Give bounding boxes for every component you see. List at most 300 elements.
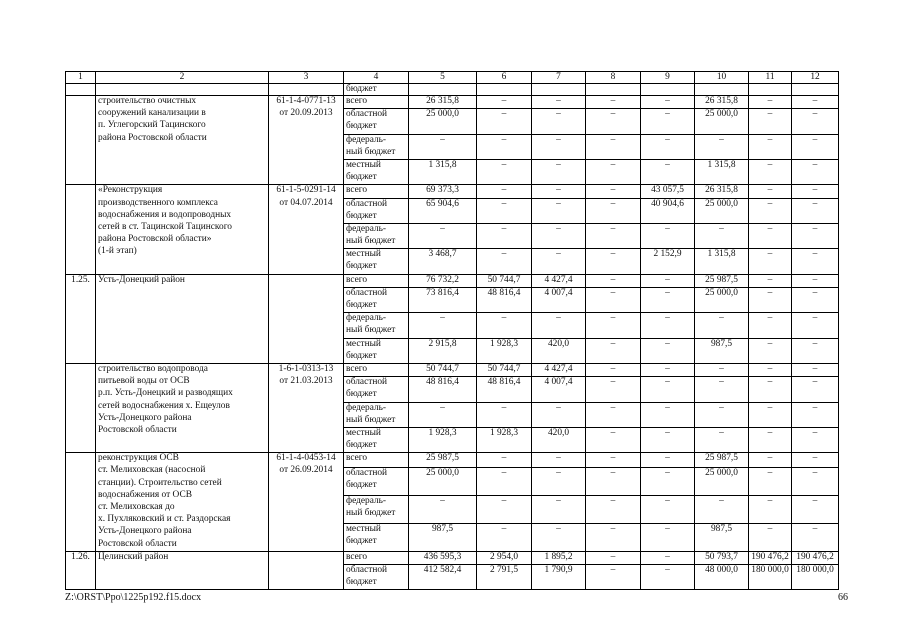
value-text: – <box>610 427 616 438</box>
value-cell <box>532 287 586 312</box>
object-name-cell <box>96 185 269 274</box>
value-text: 40 904,6 <box>651 198 684 209</box>
budget-type-cell <box>344 109 409 134</box>
value-cell <box>586 427 641 452</box>
value-text: – <box>812 274 818 285</box>
value-text: 50 744,7 <box>426 363 459 374</box>
value-text: – <box>610 249 616 260</box>
object-name-line: Ростовской области <box>98 538 177 549</box>
value-cell <box>532 551 586 564</box>
budget-type-line: бюджет <box>346 535 377 546</box>
value-cell <box>409 159 477 184</box>
header-cell: 8 <box>586 72 641 84</box>
value-cell <box>409 402 477 427</box>
value-text: – <box>610 523 616 534</box>
object-name-line: реконструкция ОСВ <box>98 453 179 464</box>
budget-type-cell <box>344 338 409 363</box>
object-name-line: водоснабжения и водопроводных <box>98 209 232 220</box>
row-number-cell <box>66 96 96 185</box>
value-cell <box>749 495 792 523</box>
value-text: – <box>665 313 670 324</box>
budget-type-line: областной <box>346 198 388 209</box>
value-text: – <box>812 363 818 374</box>
value-cell <box>477 223 532 248</box>
value-cell <box>695 185 749 198</box>
object-name-line: района Ростовской области <box>98 132 207 143</box>
value-cell <box>532 564 586 589</box>
table-header-row <box>66 72 839 84</box>
value-cell <box>586 134 641 159</box>
value-cell <box>409 338 477 363</box>
value-text: 48 816,4 <box>487 377 521 388</box>
value-text: 3 468,7 <box>428 249 457 260</box>
budget-type-cell <box>344 198 409 223</box>
value-text: 50 793,7 <box>705 551 738 562</box>
value-cell <box>409 523 477 551</box>
object-name-cell <box>96 453 269 552</box>
value-text: – <box>665 287 670 298</box>
budget-type-line: всего <box>346 363 368 374</box>
value-cell <box>477 402 532 427</box>
budget-type-cell <box>344 185 409 198</box>
value-cell <box>641 223 695 248</box>
value-cell <box>749 159 792 184</box>
value-cell <box>695 274 749 287</box>
value-cell <box>695 249 749 274</box>
value-text: – <box>719 363 724 374</box>
value-text: 436 595,3 <box>423 551 462 562</box>
budget-type-line: областной <box>346 467 388 478</box>
page-number: 66 <box>838 592 848 603</box>
value-cell <box>695 467 749 495</box>
value-text: 50 744,7 <box>487 274 521 285</box>
value-text: – <box>767 523 773 534</box>
value-cell <box>586 377 641 402</box>
value-cell <box>532 523 586 551</box>
value-text: 25 000,0 <box>426 467 459 478</box>
value-text: – <box>812 402 818 413</box>
value-text: – <box>767 185 773 196</box>
value-text: – <box>767 274 773 285</box>
value-text: 43 057,5 <box>651 185 684 196</box>
value-text: – <box>767 159 773 170</box>
budget-type-line: областной <box>346 377 388 388</box>
value-text: 48 816,4 <box>487 287 521 298</box>
budget-type-line: местный <box>346 338 381 349</box>
value-text: 1 790,9 <box>544 564 573 575</box>
budget-type-cell <box>344 287 409 312</box>
document-ref-line: 61-1-4-0453-14 <box>276 453 336 464</box>
continuation-row <box>66 84 839 96</box>
value-cell <box>477 198 532 223</box>
value-cell <box>586 495 641 523</box>
value-cell <box>749 96 792 109</box>
value-text: – <box>719 134 724 145</box>
budget-type-cell <box>344 467 409 495</box>
value-text: – <box>665 338 670 349</box>
value-cell <box>695 287 749 312</box>
value-cell <box>477 338 532 363</box>
value-cell <box>641 523 695 551</box>
value-cell <box>749 467 792 495</box>
value-text: – <box>812 185 818 196</box>
value-cell <box>586 185 641 198</box>
value-text: – <box>767 427 773 438</box>
header-cell: 2 <box>96 72 269 84</box>
value-cell <box>749 134 792 159</box>
value-cell <box>641 402 695 427</box>
value-cell <box>792 198 839 223</box>
value-text: – <box>610 338 616 349</box>
value-cell <box>532 495 586 523</box>
value-text: – <box>501 109 507 120</box>
object-name-line: Усть-Донецкого района <box>98 526 192 537</box>
value-text: 2 915,8 <box>428 338 457 349</box>
value-cell <box>409 551 477 564</box>
value-text: – <box>501 249 507 260</box>
value-cell <box>409 134 477 159</box>
value-text: 420,0 <box>547 338 570 349</box>
value-cell <box>477 377 532 402</box>
budget-type-cell <box>344 134 409 159</box>
value-text: – <box>556 402 561 413</box>
value-cell <box>409 287 477 312</box>
value-text: – <box>610 159 616 170</box>
value-cell <box>792 287 839 312</box>
value-cell <box>792 134 839 159</box>
value-cell <box>695 338 749 363</box>
value-cell <box>641 551 695 564</box>
value-cell <box>586 551 641 564</box>
document-ref-line: 61-1-5-0291-14 <box>276 185 336 196</box>
value-cell <box>695 134 749 159</box>
budget-type-line: бюджет <box>346 440 377 451</box>
value-text: – <box>610 453 616 464</box>
value-cell <box>477 467 532 495</box>
value-text: – <box>767 96 773 106</box>
value-cell <box>477 249 532 274</box>
value-text: – <box>719 427 724 438</box>
value-cell <box>641 249 695 274</box>
value-cell <box>695 564 749 589</box>
budget-type-line: местный <box>346 159 381 170</box>
budget-type-cell: бюджет <box>344 84 409 96</box>
value-cell <box>409 249 477 274</box>
value-cell <box>409 467 477 495</box>
budget-type-line: областной <box>346 564 388 575</box>
object-name-line: Ростовской области <box>98 424 177 435</box>
value-text: – <box>767 495 773 506</box>
budget-type-line: ный бюджет <box>346 325 396 336</box>
value-text: – <box>767 287 773 298</box>
budget-type-line: федераль- <box>346 134 387 145</box>
value-text: – <box>719 223 724 234</box>
value-cell <box>586 159 641 184</box>
budget-type-cell <box>344 313 409 338</box>
budget-type-line: всего <box>346 274 368 285</box>
value-cell <box>477 453 532 468</box>
value-cell <box>695 223 749 248</box>
value-cell <box>477 564 532 589</box>
value-text: – <box>556 223 561 234</box>
document-ref-cell <box>269 274 344 363</box>
value-cell <box>695 427 749 452</box>
value-text: 1 928,3 <box>489 338 519 349</box>
value-cell <box>641 427 695 452</box>
value-text: – <box>812 467 818 478</box>
header-cell: 4 <box>344 72 409 84</box>
value-text: 412 582,4 <box>423 564 462 575</box>
value-cell <box>477 495 532 523</box>
document-ref-line: от 04.07.2014 <box>279 197 333 208</box>
row-number: 1.25. <box>71 274 90 285</box>
value-text: 25 000,0 <box>705 287 738 298</box>
value-text: – <box>610 198 616 209</box>
budget-type-line: бюджет <box>346 300 377 310</box>
value-text: – <box>767 134 773 145</box>
value-text: – <box>665 551 670 562</box>
budget-type-cell <box>344 427 409 452</box>
value-text: – <box>665 134 670 145</box>
value-cell <box>409 185 477 198</box>
header-cell: 11 <box>749 72 792 84</box>
value-cell <box>695 402 749 427</box>
value-text: – <box>665 274 670 285</box>
value-text: 25 000,0 <box>705 467 738 478</box>
value-text: – <box>556 313 561 324</box>
value-cell <box>792 363 839 376</box>
value-cell <box>532 467 586 495</box>
object-name-line: водоснабжения от ОСВ <box>98 489 192 500</box>
value-cell <box>792 223 839 248</box>
value-text: – <box>812 495 818 506</box>
document-ref-line: от 26.09.2014 <box>279 465 333 476</box>
value-text: – <box>556 453 561 464</box>
budget-type-line: федераль- <box>346 313 387 324</box>
value-text: 26 315,8 <box>426 96 459 106</box>
value-cell <box>477 159 532 184</box>
value-text: 4 007,4 <box>544 287 573 298</box>
file-path: Z:\ORST\Ppo\1225p192.f15.docx <box>65 592 202 603</box>
value-cell <box>695 523 749 551</box>
value-cell <box>695 313 749 338</box>
value-cell <box>477 274 532 287</box>
value-cell <box>409 564 477 589</box>
budget-type-line: ный бюджет <box>346 507 396 518</box>
budget-type-cell <box>344 274 409 287</box>
object-name-line: сооружений канализации в <box>98 108 206 119</box>
budget-type-cell <box>344 551 409 564</box>
value-text: 26 315,8 <box>705 185 738 196</box>
value-cell <box>749 377 792 402</box>
value-cell <box>749 402 792 427</box>
value-text: – <box>719 402 724 413</box>
value-text: – <box>610 495 616 506</box>
value-text: 2 791,5 <box>489 564 519 575</box>
value-cell <box>477 185 532 198</box>
value-text: – <box>665 109 670 120</box>
budget-type-cell <box>344 96 409 109</box>
value-cell <box>641 287 695 312</box>
value-cell <box>586 287 641 312</box>
budget-type-line: бюджет <box>346 172 377 183</box>
value-cell <box>792 249 839 274</box>
value-text: 4 427,4 <box>544 274 573 285</box>
table-row <box>66 363 839 376</box>
value-text: 25 000,0 <box>705 109 738 120</box>
header-cell: 6 <box>477 72 532 84</box>
value-cell <box>641 134 695 159</box>
value-text: – <box>812 96 818 106</box>
value-cell <box>532 274 586 287</box>
value-text: 1 928,3 <box>428 427 457 438</box>
value-cell <box>641 467 695 495</box>
budget-type-line: бюджет <box>346 210 377 221</box>
value-cell <box>695 109 749 134</box>
value-cell <box>641 274 695 287</box>
value-cell <box>749 274 792 287</box>
object-name-cell <box>96 551 269 590</box>
value-text: – <box>440 402 445 413</box>
value-text: – <box>556 109 561 120</box>
budget-type-cell <box>344 159 409 184</box>
value-cell <box>749 185 792 198</box>
value-text: – <box>665 377 670 388</box>
budget-type-line: всего <box>346 453 368 464</box>
value-text: – <box>556 249 561 260</box>
value-text: – <box>501 159 507 170</box>
budget-type-line: бюджет <box>346 350 377 361</box>
value-text: – <box>610 402 616 413</box>
value-text: – <box>440 495 445 506</box>
value-text: – <box>665 495 670 506</box>
budget-type-line: областной <box>346 287 388 298</box>
object-name-line: (1-й этап) <box>98 246 137 257</box>
value-text: 2 954,0 <box>489 551 519 562</box>
value-cell <box>749 453 792 468</box>
budget-type-cell <box>344 564 409 589</box>
value-cell <box>695 453 749 468</box>
value-cell <box>586 338 641 363</box>
value-text: – <box>767 249 773 260</box>
value-cell <box>532 96 586 109</box>
document-ref-cell <box>269 453 344 552</box>
value-text: – <box>767 377 773 388</box>
value-text: – <box>556 467 561 478</box>
value-cell <box>792 402 839 427</box>
value-cell <box>532 453 586 468</box>
value-text: – <box>812 377 818 388</box>
header-cell: 10 <box>695 72 749 84</box>
value-text: – <box>440 313 445 324</box>
value-text: 73 816,4 <box>426 287 459 298</box>
budget-type-line: местный <box>346 523 381 534</box>
object-name-line: станции). Строительство сетей <box>98 477 222 488</box>
object-name-line: производственного комплекса <box>98 197 218 208</box>
table-row <box>66 551 839 564</box>
document-ref-cell <box>269 96 344 185</box>
value-text: – <box>767 198 773 209</box>
document-ref-line: 61-1-4-0771-13 <box>276 96 336 106</box>
object-name-cell <box>96 274 269 363</box>
value-text: – <box>556 523 561 534</box>
budget-type-line: областной <box>346 109 388 120</box>
value-text: – <box>501 453 507 464</box>
budget-type-line: всего <box>346 551 368 562</box>
value-cell <box>477 287 532 312</box>
value-text: – <box>665 96 670 106</box>
value-cell <box>749 564 792 589</box>
value-cell <box>695 96 749 109</box>
budget-type-cell <box>344 402 409 427</box>
budget-type-line: бюджет <box>346 389 377 400</box>
value-text: – <box>501 402 507 413</box>
value-cell <box>409 363 477 376</box>
table-row <box>66 96 839 109</box>
value-cell <box>749 338 792 363</box>
value-text: – <box>665 427 670 438</box>
value-text: 50 744,7 <box>487 363 521 374</box>
value-text: 48 000,0 <box>705 564 738 575</box>
value-cell <box>409 495 477 523</box>
object-name-line: района Ростовской области» <box>98 234 212 245</box>
value-cell <box>695 551 749 564</box>
value-text: 190 476,2 <box>796 551 834 562</box>
value-cell <box>641 338 695 363</box>
document-ref-cell <box>269 551 344 590</box>
value-text: – <box>440 134 445 145</box>
value-cell <box>695 159 749 184</box>
value-cell <box>477 96 532 109</box>
value-cell <box>532 159 586 184</box>
value-text: – <box>556 96 561 106</box>
value-text: – <box>812 249 818 260</box>
object-name-line: Целинский район <box>98 551 169 562</box>
value-cell <box>586 453 641 468</box>
value-text: – <box>501 198 507 209</box>
value-cell <box>586 249 641 274</box>
value-text: – <box>812 427 818 438</box>
value-cell <box>641 96 695 109</box>
value-cell <box>695 495 749 523</box>
value-text: – <box>556 495 561 506</box>
value-text: – <box>556 185 561 196</box>
value-cell <box>749 223 792 248</box>
object-name-line: ст. Мелиховская до <box>98 502 175 512</box>
value-text: 4 007,4 <box>544 377 573 388</box>
value-text: – <box>812 223 818 234</box>
value-cell <box>586 96 641 109</box>
value-cell <box>409 274 477 287</box>
value-cell <box>532 427 586 452</box>
value-text: – <box>812 338 818 349</box>
value-text: 4 427,4 <box>544 363 573 374</box>
document-page <box>65 71 838 590</box>
budget-type-line: ный бюджет <box>346 414 396 425</box>
document-ref-cell <box>269 363 344 452</box>
value-text: 2 152,9 <box>653 249 682 260</box>
budget-type-cell <box>344 249 409 274</box>
value-cell <box>532 109 586 134</box>
value-cell <box>586 313 641 338</box>
table-row <box>66 453 839 468</box>
budget-type-line: федераль- <box>346 223 387 234</box>
value-text: – <box>812 159 818 170</box>
object-name-line: строительство очистных <box>98 96 197 106</box>
value-cell <box>586 564 641 589</box>
value-cell <box>586 363 641 376</box>
value-cell <box>792 467 839 495</box>
